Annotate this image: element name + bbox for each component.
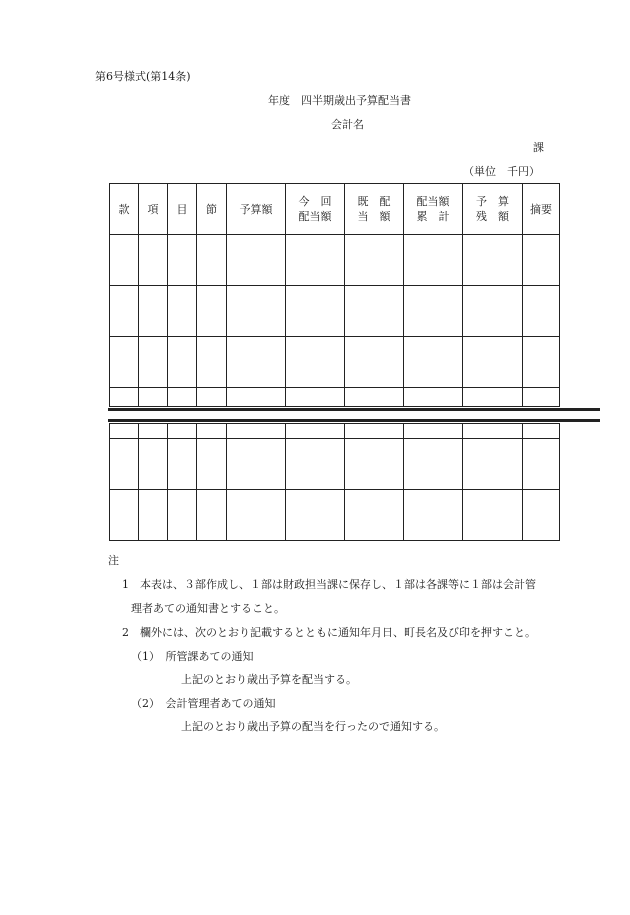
col-header: 節 — [197, 184, 227, 235]
table-header-row — [110, 184, 560, 235]
form-number: 第6号様式(第14条) — [95, 70, 191, 83]
notes-title: 注 — [108, 554, 119, 567]
break-line-bottom — [108, 419, 600, 422]
col-header: 既 配 当 額 — [345, 184, 404, 235]
table-row — [110, 235, 560, 286]
unit-label: （単位 千円） — [463, 165, 540, 178]
note-1-line-2: 理者あての通知書とすること。 — [131, 602, 285, 615]
col-header: 予 算 残 額 — [463, 184, 523, 235]
col-header: 摘要 — [523, 184, 560, 235]
table-row — [110, 388, 560, 407]
col-header: 項 — [139, 184, 168, 235]
budget-allocation-table — [109, 183, 560, 541]
col-header: 款 — [110, 184, 139, 235]
col-header: 配当額 累 計 — [404, 184, 463, 235]
note-2-sub-2-title: （2） 会計管理者あての通知 — [131, 697, 276, 710]
col-header: 今 回 配当額 — [286, 184, 345, 235]
table-row — [110, 439, 560, 490]
department-label: 課 — [533, 141, 544, 154]
table-row — [110, 286, 560, 337]
note-2-sub-1-text: 上記のとおり歳出予算を配当する。 — [181, 673, 357, 686]
note-1-line-1: 1 本表は、３部作成し、１部は財政担当課に保存し、１部は各課等に１部は会計管 — [122, 578, 536, 591]
account-name-label: 会計名 — [331, 118, 364, 131]
table-row — [110, 490, 560, 541]
table-break-marker — [110, 407, 560, 424]
note-2-sub-2-text: 上記のとおり歳出予算の配当を行ったので通知する。 — [181, 720, 445, 733]
note-2: 2 欄外には、次のとおり記載するとともに通知年月日、町長名及び印を押すこと。 — [122, 626, 536, 639]
break-line-top — [108, 408, 600, 411]
document-title: 年度 四半期歳出予算配当書 — [268, 94, 411, 107]
col-header: 目 — [168, 184, 197, 235]
note-2-sub-1-title: （1） 所管課あての通知 — [131, 650, 254, 663]
table-row — [110, 337, 560, 388]
col-header: 予算額 — [227, 184, 286, 235]
table-row — [110, 424, 560, 439]
